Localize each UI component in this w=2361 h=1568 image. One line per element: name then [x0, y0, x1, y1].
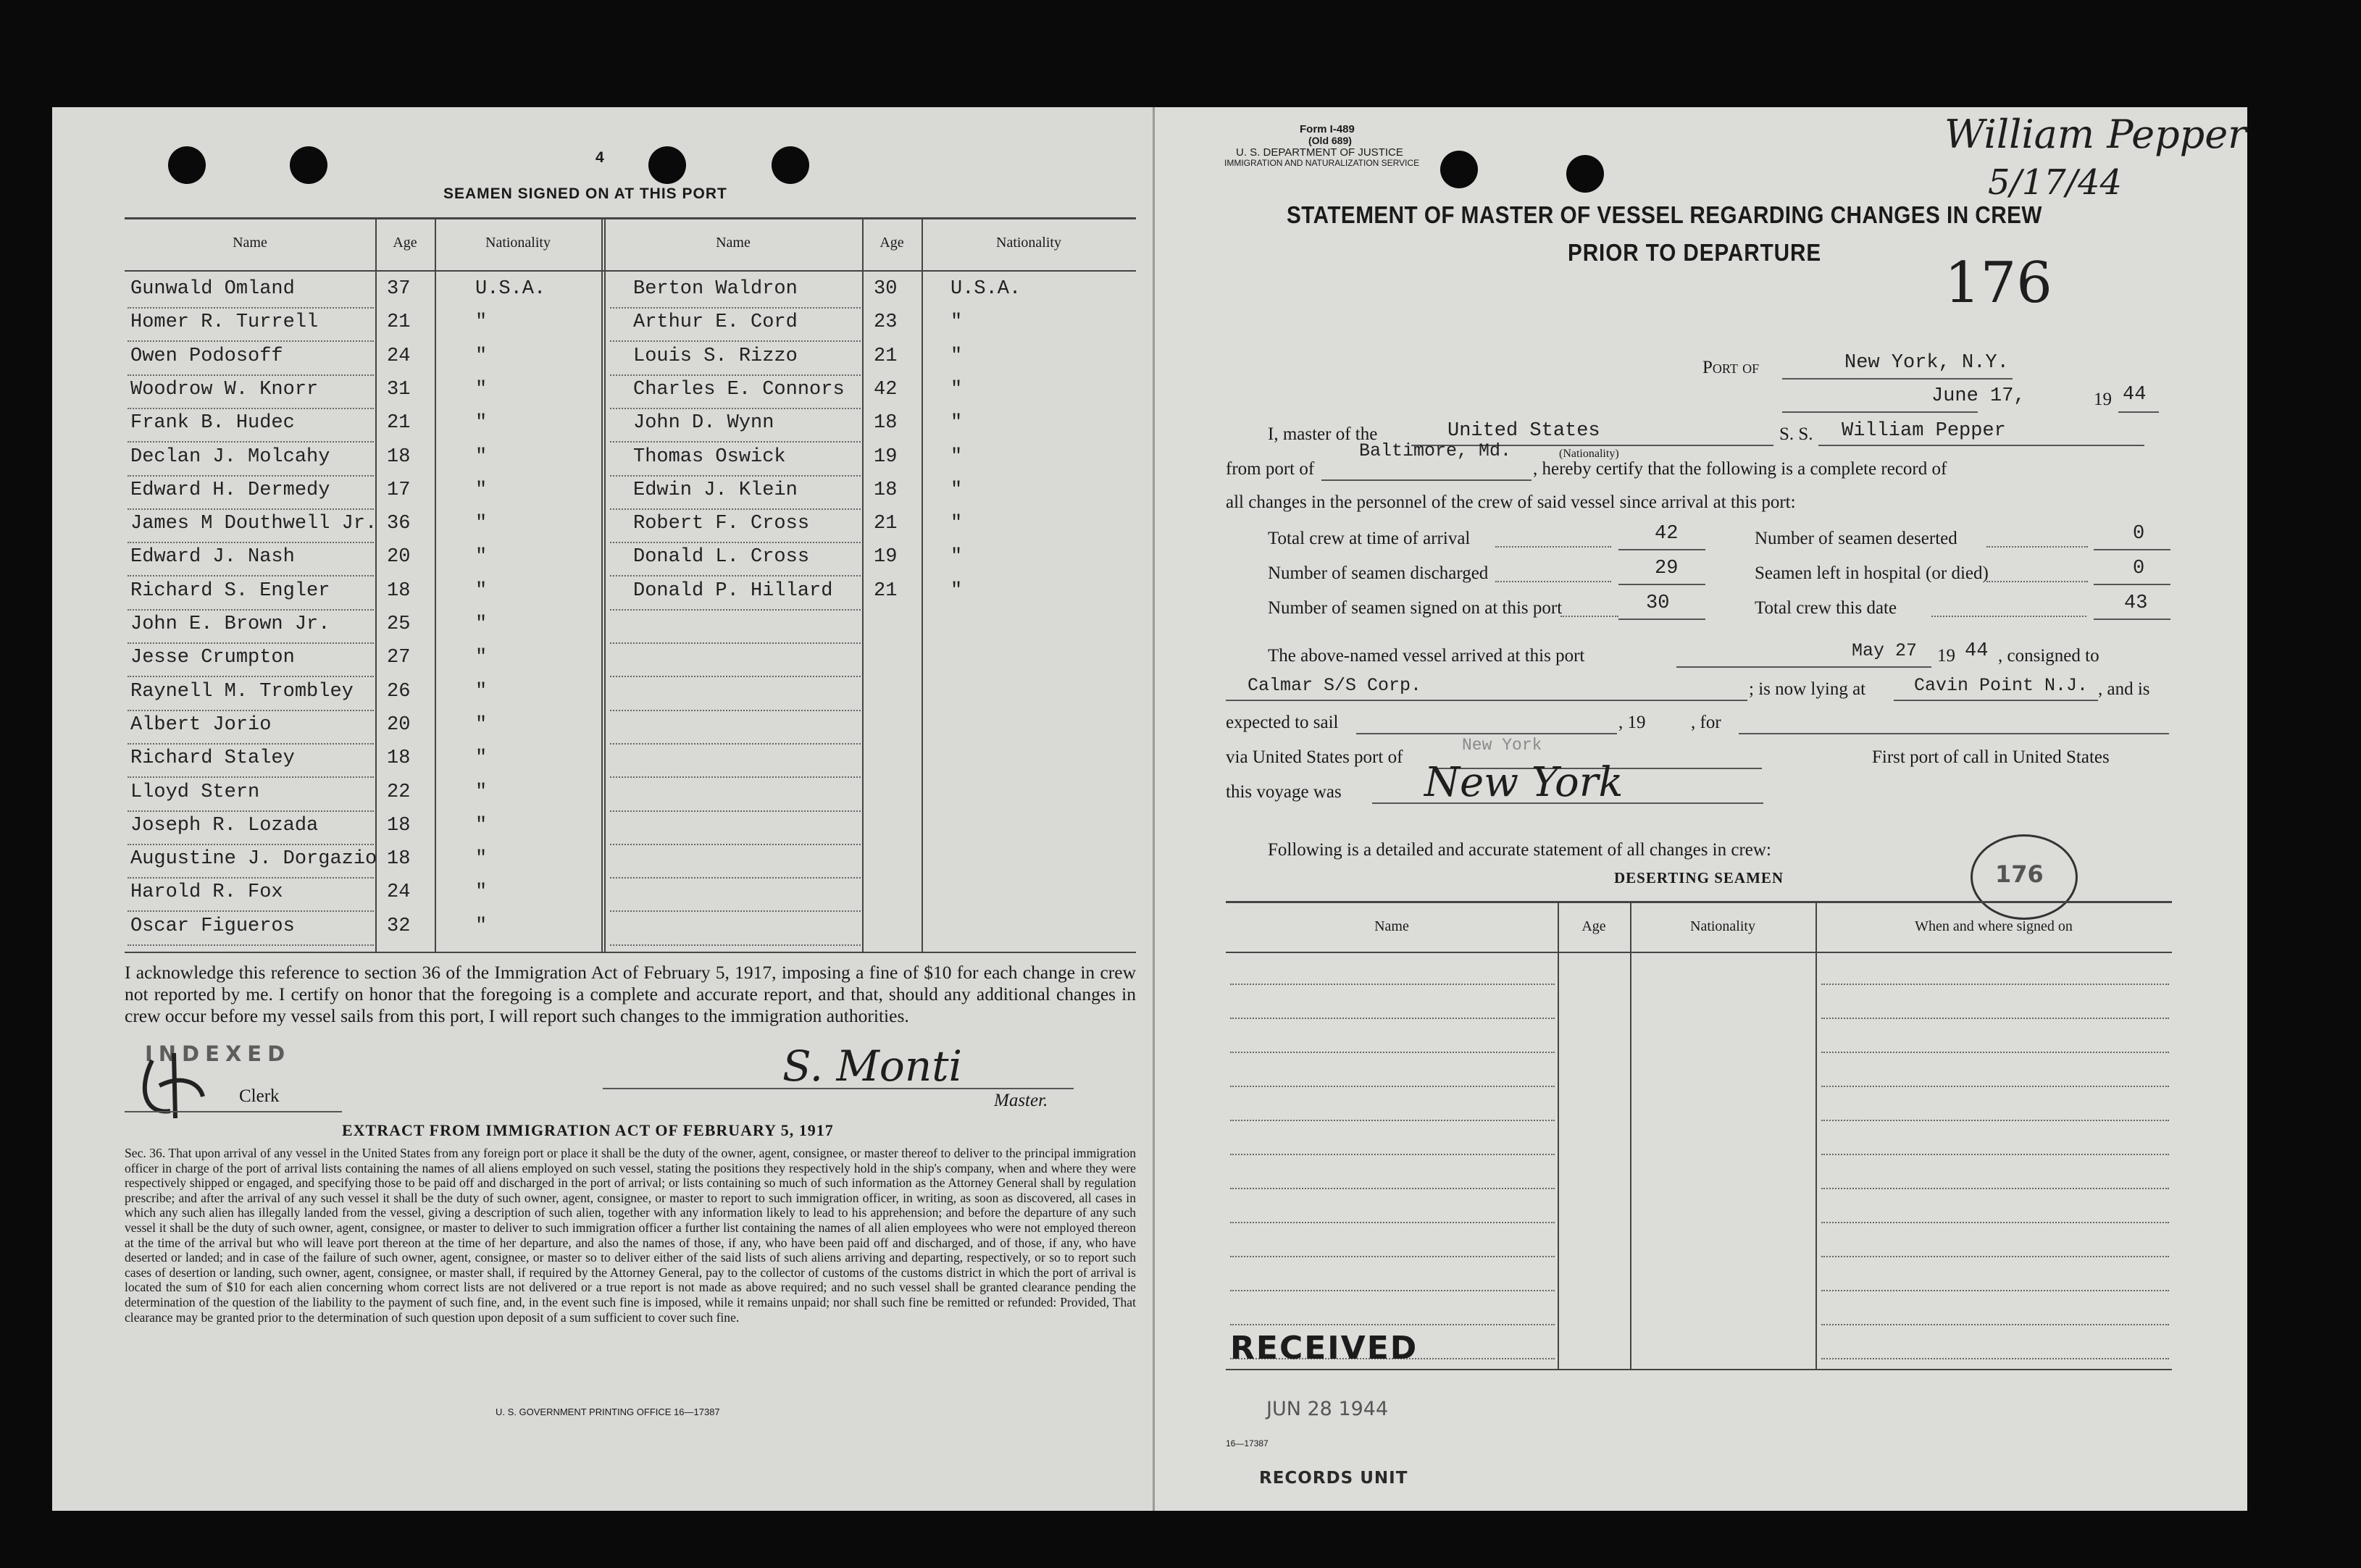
seaman-age: 21 — [387, 412, 411, 435]
seaman-nationality: " — [475, 781, 488, 803]
table-rule — [1630, 901, 1631, 1370]
nationality-value: United States — [1447, 420, 1600, 442]
column-header-age: Age — [879, 235, 904, 251]
vessel-line — [1818, 445, 2144, 446]
table-rule — [125, 952, 1136, 953]
seaman-name: Louis S. Rizzo — [633, 345, 798, 367]
seaman-name: Donald P. Hillard — [633, 579, 833, 602]
stat-line — [2094, 549, 2170, 550]
row-dotline — [128, 642, 374, 644]
desert-column-signed-on: When and where signed on — [1915, 918, 2073, 934]
row-dotline — [610, 575, 861, 577]
table-rule — [604, 217, 606, 953]
column-header-name: Name — [233, 235, 267, 251]
seaman-age: 42 — [874, 378, 898, 401]
certify-text: , hereby certify that the following is a complete record of — [1533, 459, 1947, 479]
table-rule — [862, 217, 864, 953]
seaman-age: 23 — [874, 311, 898, 334]
year-line — [2118, 411, 2159, 413]
seaman-age: 20 — [387, 713, 411, 736]
desert-row-dotline — [1821, 1120, 2169, 1121]
seaman-nationality: " — [475, 412, 488, 435]
stat-label: Number of seamen signed on at this port — [1268, 598, 1563, 618]
year-value: 44 — [2123, 384, 2147, 406]
seaman-nationality: " — [475, 479, 488, 501]
seaman-age: 32 — [387, 915, 411, 937]
from-port-label: from port of — [1226, 459, 1315, 479]
records-unit-stamp: RECORDS UNIT — [1259, 1469, 1408, 1488]
stat-leader — [1986, 546, 2088, 548]
row-dotline — [128, 508, 374, 510]
seaman-nationality: U.S.A. — [950, 278, 1021, 300]
seaman-age: 24 — [387, 345, 411, 367]
seaman-name: Homer R. Turrell — [130, 311, 319, 334]
seaman-name: Gunwald Omland — [130, 278, 295, 300]
nationality-caption: (Nationality) — [1559, 448, 1619, 460]
seaman-nationality: " — [475, 848, 488, 871]
desert-column-age: Age — [1581, 918, 1606, 934]
seaman-age: 37 — [387, 278, 411, 300]
row-dotline — [610, 542, 861, 543]
port-label: Port of — [1702, 358, 1760, 377]
seaman-name: Joseph R. Lozada — [130, 814, 319, 837]
left-page — [52, 107, 1155, 1511]
seaman-age: 22 — [387, 781, 411, 803]
ss-label: S. S. — [1779, 424, 1813, 444]
seaman-name: Arthur E. Cord — [633, 311, 798, 334]
stat-value: 42 — [1655, 523, 1679, 545]
master-line — [603, 1088, 1074, 1089]
indexed-stamp: INDEXED — [145, 1041, 291, 1066]
seaman-age: 21 — [387, 311, 411, 334]
column-header-age: Age — [393, 235, 417, 251]
handwritten-number: 176 — [1944, 251, 2052, 316]
seaman-age: 19 — [874, 445, 898, 468]
stat-label: Total crew at time of arrival — [1268, 529, 1471, 548]
seaman-age: 21 — [874, 345, 898, 367]
seaman-age: 20 — [387, 546, 411, 569]
row-dotline — [128, 810, 374, 812]
seaman-nationality: " — [475, 680, 488, 703]
row-dotline — [610, 340, 861, 342]
seaman-name: Declan J. Molcahy — [130, 445, 330, 468]
row-dotline — [128, 475, 374, 477]
arrived-year-prefix: 19 — [1937, 646, 1955, 666]
desert-row-dotline — [1821, 1324, 2169, 1325]
desert-row-dotline — [1230, 1324, 1555, 1325]
row-dotline — [128, 408, 374, 409]
row-dotline — [610, 676, 861, 677]
desert-column-nationality: Nationality — [1690, 918, 1755, 934]
clerk-initial-mark — [130, 1046, 217, 1125]
seaman-name: Albert Jorio — [130, 713, 272, 736]
seaman-name: Robert F. Cross — [633, 513, 810, 535]
received-date: JUN 28 1944 — [1266, 1398, 1389, 1420]
department: U. S. DEPARTMENT OF JUSTICE — [1236, 146, 1403, 159]
seaman-name: Edward H. Dermedy — [130, 479, 330, 501]
form-title-line2: PRIOR TO DEPARTURE — [1568, 239, 1822, 266]
seaman-name: Richard S. Engler — [130, 579, 330, 602]
seaman-age: 30 — [874, 278, 898, 300]
row-dotline — [128, 676, 374, 677]
desert-row-dotline — [1821, 1018, 2169, 1019]
acknowledgement-text: I acknowledge this reference to section 36 of the Immigration Act of February 5, 1917, imposing a fine of $10 for each change in crew not reported by me. I certify on honor that the foregoing is a complete and accurate report, and that, should any additional changes in crew occur before my vessel sails from this port, I will report such changes to the immigration authorities. — [125, 962, 1136, 1026]
master-of-label: I, master of the — [1268, 424, 1378, 444]
punch-hole — [290, 146, 327, 184]
arrived-label: The above-named vessel arrived at this port — [1268, 646, 1585, 666]
arrived-line — [1676, 666, 1931, 668]
desert-row-dotline — [1821, 1256, 2169, 1257]
row-dotline — [610, 877, 861, 879]
row-dotline — [128, 944, 374, 946]
desert-row-dotline — [1230, 1256, 1555, 1257]
seaman-name: Thomas Oswick — [633, 445, 786, 468]
seaman-nationality: " — [475, 647, 488, 669]
form-code: 16—17387 — [1226, 1438, 1269, 1448]
row-dotline — [610, 374, 861, 376]
voyage-label: this voyage was — [1226, 782, 1342, 802]
seaman-nationality: " — [475, 747, 488, 770]
date-line — [1782, 411, 1978, 413]
row-dotline — [128, 374, 374, 376]
desert-row-dotline — [1230, 1188, 1555, 1189]
table-rule — [1226, 1369, 2172, 1370]
column-header-nationality: Nationality — [485, 235, 551, 251]
seaman-nationality: " — [950, 579, 963, 602]
and-is-label: , and is — [2098, 679, 2150, 699]
service: IMMIGRATION AND NATURALIZATION SERVICE — [1224, 158, 1420, 168]
master-signature: S. Monti — [782, 1041, 963, 1091]
desert-row-dotline — [1230, 984, 1555, 985]
stat-value: 0 — [2133, 558, 2145, 579]
desert-row-dotline — [1821, 1086, 2169, 1087]
row-dotline — [610, 508, 861, 510]
seaman-nationality: " — [950, 546, 963, 569]
received-stamp: RECEIVED — [1230, 1330, 1418, 1367]
seaman-age: 36 — [387, 513, 411, 535]
stat-line — [1618, 549, 1705, 550]
stat-leader — [1931, 616, 2086, 617]
desert-row-dotline — [1230, 1018, 1555, 1019]
desert-row-dotline — [1821, 1222, 2169, 1223]
date-value: June 17, — [1931, 385, 2026, 407]
expected-line — [1356, 733, 1617, 734]
desert-row-dotline — [1230, 1154, 1555, 1155]
following-text: Following is a detailed and accurate statement of all changes in crew: — [1268, 840, 1771, 860]
right-page — [1155, 107, 2247, 1511]
column-header-name: Name — [716, 235, 751, 251]
master-label: Master. — [994, 1091, 1048, 1110]
stat-leader — [1560, 616, 1618, 617]
row-dotline — [610, 307, 861, 309]
table-rule — [435, 217, 436, 953]
stat-value: 0 — [2133, 523, 2145, 545]
row-dotline — [128, 743, 374, 745]
row-dotline — [128, 710, 374, 711]
seaman-age: 24 — [387, 881, 411, 904]
seaman-nationality: " — [475, 713, 488, 736]
row-dotline — [128, 877, 374, 879]
from-port-value: Baltimore, Md. — [1359, 440, 1512, 461]
desert-row-dotline — [1821, 1290, 2169, 1291]
deserting-title: DESERTING SEAMEN — [1614, 869, 1784, 886]
desert-column-name: Name — [1374, 918, 1409, 934]
section-title: SEAMEN SIGNED ON AT THIS PORT — [443, 185, 727, 202]
all-changes-text: all changes in the personnel of the crew of said vessel since arrival at this port: — [1226, 492, 1796, 512]
seaman-nationality: " — [475, 814, 488, 837]
consigned-label: , consigned to — [1998, 646, 2099, 666]
seaman-nationality: " — [950, 345, 963, 367]
seaman-name: Harold R. Fox — [130, 881, 283, 904]
seaman-name: Edward J. Nash — [130, 546, 295, 569]
row-dotline — [610, 642, 861, 644]
seaman-nationality: " — [475, 513, 488, 535]
seaman-age: 27 — [387, 647, 411, 669]
stat-leader — [1495, 581, 1611, 582]
row-dotline — [128, 910, 374, 912]
table-rule — [1815, 901, 1817, 1370]
desert-row-dotline — [1821, 984, 2169, 985]
seaman-age: 18 — [387, 747, 411, 770]
table-rule — [922, 217, 923, 953]
year-prefix: 19 — [2094, 390, 2112, 409]
punch-hole — [1440, 151, 1478, 188]
seaman-name: Berton Waldron — [633, 278, 798, 300]
stat-label: Total crew this date — [1755, 598, 1897, 618]
desert-row-dotline — [1230, 1290, 1555, 1291]
lying-line — [1894, 700, 2098, 701]
printing-office: U. S. GOVERNMENT PRINTING OFFICE 16—17387 — [496, 1406, 720, 1417]
stat-value: 29 — [1655, 558, 1679, 579]
stat-line — [2094, 619, 2170, 620]
seaman-age: 18 — [387, 848, 411, 871]
stat-line — [2094, 584, 2170, 585]
row-dotline — [128, 844, 374, 845]
seaman-age: 18 — [874, 479, 898, 501]
voyage-value: New York — [1424, 759, 1624, 806]
seaman-nationality: " — [475, 546, 488, 569]
port-value: New York, N.Y. — [1844, 352, 2009, 374]
column-header-nationality: Nationality — [996, 235, 1061, 251]
seaman-nationality: " — [950, 311, 963, 334]
consignee-line — [1226, 700, 1747, 701]
seaman-nationality: " — [950, 412, 963, 435]
stat-leader — [1495, 546, 1611, 548]
desert-row-dotline — [1230, 1052, 1555, 1053]
seaman-nationality: " — [475, 378, 488, 401]
seaman-name: Augustine J. Dorgazio — [130, 848, 377, 871]
seaman-age: 31 — [387, 378, 411, 401]
arrived-year: 44 — [1965, 640, 1989, 662]
seaman-name: Charles E. Connors — [633, 378, 845, 401]
seaman-nationality: " — [950, 445, 963, 468]
desert-row-dotline — [1821, 1188, 2169, 1189]
clerk-label: Clerk — [239, 1086, 280, 1106]
seaman-name: John E. Brown Jr. — [130, 613, 330, 635]
punch-hole — [168, 146, 206, 184]
clerk-line — [125, 1111, 342, 1112]
seaman-nationality: " — [475, 345, 488, 367]
desert-row-dotline — [1821, 1358, 2169, 1359]
table-rule — [125, 270, 1136, 272]
seaman-age: 21 — [874, 579, 898, 602]
seaman-nationality: " — [475, 613, 488, 635]
first-call-label: First port of call in United States — [1872, 747, 2110, 767]
extract-title: EXTRACT FROM IMMIGRATION ACT OF FEBRUARY 5, 1917 — [342, 1121, 834, 1139]
seaman-nationality: " — [475, 311, 488, 334]
stat-label: Seamen left in hospital (or died) — [1755, 563, 1989, 583]
from-port-line — [1321, 479, 1531, 481]
seaman-name: Richard Staley — [130, 747, 295, 770]
form-title-line1: STATEMENT OF MASTER OF VESSEL REGARDING CHANGES IN CREW — [1287, 201, 2042, 228]
port-line — [1782, 378, 2013, 380]
stat-line — [1618, 584, 1705, 585]
seaman-age: 18 — [874, 412, 898, 435]
row-dotline — [128, 575, 374, 577]
seaman-name: Woodrow W. Knorr — [130, 378, 319, 401]
row-dotline — [610, 710, 861, 711]
expected-label: expected to sail — [1226, 713, 1339, 732]
table-rule — [1226, 901, 2172, 903]
row-dotline — [128, 609, 374, 611]
seaman-name: John D. Wynn — [633, 412, 774, 435]
row-dotline — [610, 743, 861, 745]
desert-row-dotline — [1821, 1052, 2169, 1053]
seaman-nationality: " — [475, 579, 488, 602]
seaman-name: Raynell M. Trombley — [130, 680, 354, 703]
lying-label: ; is now lying at — [1749, 679, 1866, 699]
seaman-nationality: " — [950, 479, 963, 501]
table-rule — [601, 217, 603, 953]
vessel-name: William Pepper — [1842, 420, 2006, 442]
seaman-age: 21 — [874, 513, 898, 535]
seaman-age: 18 — [387, 579, 411, 602]
table-rule — [375, 217, 377, 953]
stat-value: 30 — [1646, 592, 1670, 614]
seaman-nationality: " — [475, 445, 488, 468]
row-dotline — [128, 340, 374, 342]
row-dotline — [610, 776, 861, 778]
seaman-age: 19 — [874, 546, 898, 569]
punch-hole — [1566, 155, 1604, 193]
row-dotline — [610, 844, 861, 845]
consignee: Calmar S/S Corp. — [1248, 675, 1422, 696]
for-label: , for — [1691, 713, 1721, 732]
seaman-age: 18 — [387, 814, 411, 837]
seaman-name: Frank B. Hudec — [130, 412, 295, 435]
row-dotline — [128, 307, 374, 309]
seaman-name: Oscar Figueros — [130, 915, 295, 937]
row-dotline — [128, 441, 374, 443]
seaman-age: 25 — [387, 613, 411, 635]
row-dotline — [610, 441, 861, 443]
via-label: via United States port of — [1226, 747, 1403, 767]
desert-row-dotline — [1821, 1154, 2169, 1155]
seaman-nationality: U.S.A. — [475, 278, 546, 300]
seaman-name: Edwin J. Klein — [633, 479, 798, 501]
table-rule — [125, 217, 1136, 219]
arrived-value: May 27 — [1852, 640, 1918, 661]
statute-text: Sec. 36. That upon arrival of any vessel in the United States from any foreign port or place it shall be the duty of the owner, agent, consignee, or master thereof to deliver to the principal immigration officer in charge of the port of arrival lists containing the names of all aliens employed on such vessel, stating the positions they respectively hold in the ship's company, when and where they were respectively shipped or engaged, and specifying those to be paid off and discharged in the port of arrival; or lists containing so much of such information as the Attorney General shall by regulation prescribe; and after the arrival of any such vessel it shall be the duty of such owner, agent, consignee, or master to report to such immigration officer, in writing, as soon as discovered, all cases in which any such alien has illegally landed from the vessel, giving a description of such alien, together with any information likely to lead to his apprehension; and before the departure of any such vessel it shall be the duty of such owner, agent, consignee, or master to deliver to such immigration officer a further list containing the names of all alien employees who were not employed thereon at the time of the arrival but who will leave port thereon at the time of her departure, and also the names of those, if any, who have been paid off and discharged, and of those, if any, who have deserted or landed; and in case of the failure of such owner, agent, consignee, or master so to deliver either of the said lists of such aliens arriving and departing, respectively, or so to report such cases of desertion or landing, such owner, agent, consignee, or master shall, if required by the Attorney General, pay to the collector of customs of the customs district in which the port of arrival is located the sum of $10 for each alien concerning whom correct lists are not delivered or a true report is not made as above required; and no such vessel shall be granted clearance pending the determination of the question of the liability to the payment of such fine, and, in the event such fine is imposed, while it remains unpaid; nor shall such fine be remitted or refunded: Provided, That clearance may be granted prior to the determination of such question upon deposit of a sum sufficient to cover such fine. — [125, 1146, 1136, 1325]
desert-row-dotline — [1230, 1222, 1555, 1223]
page-number: 4 — [596, 149, 605, 166]
handwritten-vessel-name: William Pepper — [1944, 112, 2247, 157]
seaman-nationality: " — [950, 378, 963, 401]
form-old-number: (Old 689) — [1308, 135, 1352, 146]
seaman-age: 18 — [387, 445, 411, 468]
seaman-name: Owen Podosoff — [130, 345, 283, 367]
stat-label: Number of seamen deserted — [1755, 529, 1957, 548]
seaman-name: Jesse Crumpton — [130, 647, 295, 669]
row-dotline — [610, 408, 861, 409]
seaman-name: Lloyd Stern — [130, 781, 260, 803]
stat-line — [1618, 619, 1705, 620]
stat-value: 43 — [2124, 592, 2148, 614]
table-rule — [1558, 901, 1559, 1370]
seaman-nationality: " — [475, 915, 488, 937]
seaman-name: James M Douthwell Jr. — [130, 513, 377, 535]
row-dotline — [610, 944, 861, 946]
seaman-name: Donald L. Cross — [633, 546, 810, 569]
row-dotline — [610, 475, 861, 477]
circle-stamp-number: 176 — [1995, 860, 2044, 888]
desert-row-dotline — [1230, 1120, 1555, 1121]
stat-label: Number of seamen discharged — [1268, 563, 1489, 583]
seaman-age: 17 — [387, 479, 411, 501]
stat-leader — [1986, 581, 2088, 582]
expected-year: , 19 — [1618, 713, 1646, 732]
row-dotline — [610, 910, 861, 912]
form-number: Form I-489 — [1300, 123, 1355, 135]
table-rule — [1226, 952, 2172, 953]
punch-hole — [772, 146, 809, 184]
voyage-line — [1372, 802, 1763, 804]
row-dotline — [128, 542, 374, 543]
punch-hole — [648, 146, 686, 184]
for-line — [1739, 733, 2169, 734]
desert-row-dotline — [1230, 1086, 1555, 1087]
seaman-age: 26 — [387, 680, 411, 703]
via-faint-value: New York — [1462, 736, 1542, 755]
lying-value: Cavin Point N.J. — [1914, 675, 2089, 696]
seaman-nationality: " — [950, 513, 963, 535]
row-dotline — [128, 776, 374, 778]
row-dotline — [610, 609, 861, 611]
seaman-nationality: " — [475, 881, 488, 904]
row-dotline — [610, 810, 861, 812]
handwritten-date: 5/17/44 — [1988, 162, 2123, 203]
